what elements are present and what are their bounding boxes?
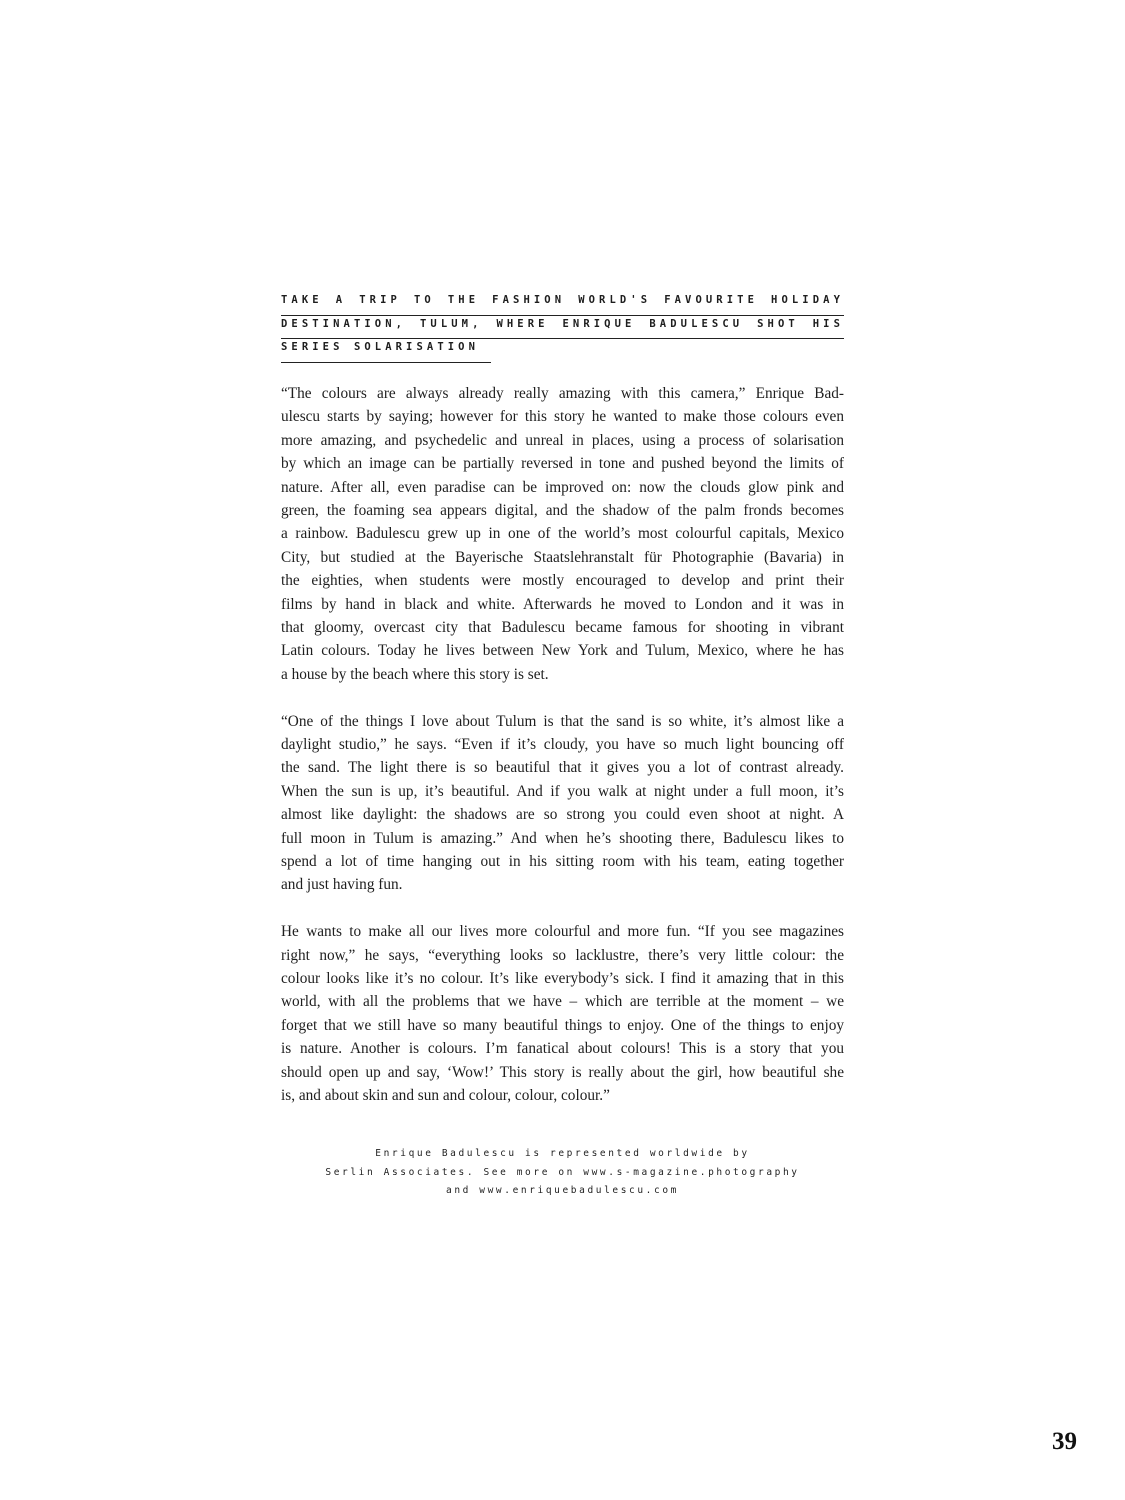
text-line: He wants to make all our lives more colourful and more fun. “If you see magazines bbox=[281, 923, 844, 941]
photo-credit bbox=[281, 1145, 844, 1201]
text-line: should open up and say, ‘Wow!’ This story is really about the girl, how beautiful she bbox=[281, 1063, 844, 1081]
text-line: is, and about skin and sun and colour, colour, colour.” bbox=[281, 1086, 610, 1104]
article-body bbox=[281, 382, 844, 1131]
article-deck bbox=[281, 292, 844, 363]
text-line: and just having fun. bbox=[281, 876, 403, 894]
text-line: “The colours are always already really amazing with this camera,” Enrique Bad- bbox=[281, 385, 844, 402]
text-line: daylight studio,” he says. “Even if it’s cloudy, you have so much light bouncing off bbox=[281, 735, 844, 753]
article-paragraph bbox=[281, 920, 844, 1107]
text-line: “One of the things I love about Tulum is that the sand is so white, it’s almost like a bbox=[281, 712, 844, 730]
credit-line: and www.enriquebadulescu.com bbox=[446, 1185, 679, 1196]
text-line: a house by the beach where this story is set. bbox=[281, 665, 549, 683]
deck-line: DESTINATION, TULUM, WHERE ENRIQUE BADULESCU SHOT HIS bbox=[281, 316, 844, 340]
text-line: spend a lot of time hanging out in his sitting room with his team, eating together bbox=[281, 852, 844, 870]
page-number: 39 bbox=[1052, 1428, 1077, 1455]
text-line: right now,” he says, “everything looks so lacklustre, there’s very little colour: the bbox=[281, 946, 844, 964]
deck-line: TAKE A TRIP TO THE FASHION WORLD'S FAVOURITE HOLIDAY bbox=[281, 292, 844, 316]
text-line: that gloomy, overcast city that Badulescu became famous for shooting in vibrant bbox=[281, 618, 844, 636]
text-line: ulescu starts by saying; however for this story he wanted to make those colours even bbox=[281, 408, 844, 426]
text-line: is nature. Another is colours. I’m fanatical about colours! This is a story that you bbox=[281, 1040, 844, 1058]
text-line: a rainbow. Badulescu grew up in one of the world’s most colourful capitals, Mexico bbox=[281, 525, 844, 543]
text-line: nature. After all, even paradise can be improved on: now the clouds glow pink and bbox=[281, 478, 844, 496]
text-line: forget that we still have so many beautiful things to enjoy. One of the things to enjoy bbox=[281, 1016, 844, 1034]
credit-line: Serlin Associates. See more on www.s-magazine.photography bbox=[325, 1166, 800, 1178]
article-paragraph bbox=[281, 382, 844, 686]
credit-line: Enrique Badulescu is represented worldwide by bbox=[375, 1148, 750, 1159]
text-line: films by hand in black and white. Afterwards he moved to London and it was in bbox=[281, 595, 844, 613]
text-line: more amazing, and psychedelic and unreal in places, using a process of solarisation bbox=[281, 431, 844, 449]
article-paragraph bbox=[281, 710, 844, 897]
text-line: the sand. The light there is so beautiful that it gives you a lot of contrast already. bbox=[281, 759, 844, 777]
text-line: green, the foaming sea appears digital, and the shadow of the palm fronds becomes bbox=[281, 501, 844, 519]
text-line: City, but studied at the Bayerische Staatslehranstalt für Photographie (Bavaria) in bbox=[281, 548, 844, 566]
text-line: world, with all the problems that we have – which are terrible at the moment – we bbox=[281, 993, 844, 1011]
text-line: full moon in Tulum is amazing.” And when he’s shooting there, Badulescu likes to bbox=[281, 829, 844, 847]
text-line: the eighties, when students were mostly encouraged to develop and print their bbox=[281, 572, 844, 590]
text-line: colour looks like it’s no colour. It’s like everybody’s sick. I find it amazing that in this bbox=[281, 969, 844, 987]
text-line: Latin colours. Today he lives between New York and Tulum, Mexico, where he has bbox=[281, 642, 844, 660]
text-line: by which an image can be partially reversed in tone and pushed beyond the limits of bbox=[281, 455, 844, 473]
text-line: almost like daylight: the shadows are so strong you could even shoot at night. A bbox=[281, 806, 844, 824]
deck-line: SERIES SOLARISATION bbox=[281, 339, 491, 363]
text-line: When the sun is up, it’s beautiful. And if you walk at night under a full moon, it’s bbox=[281, 782, 844, 800]
